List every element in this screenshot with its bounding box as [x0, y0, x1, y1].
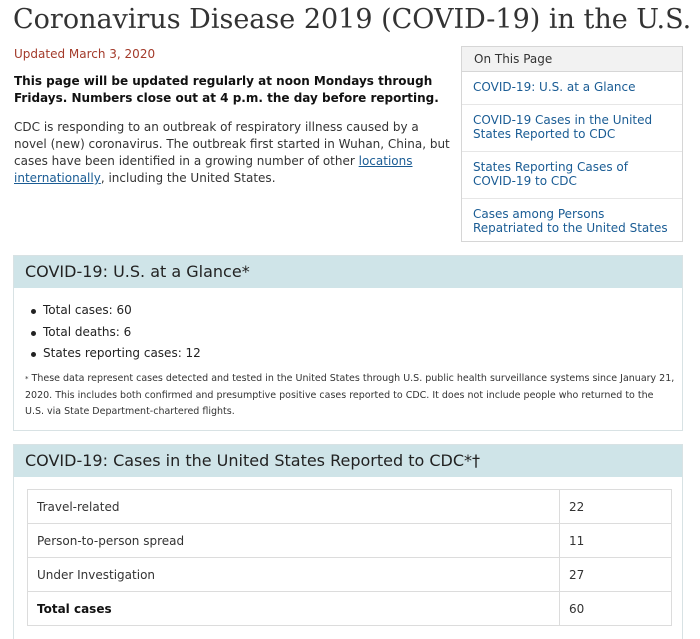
at-a-glance-card	[13, 255, 683, 431]
list-item: Total deaths: 6	[26, 322, 201, 344]
list-item: Total cases: 60	[26, 300, 201, 322]
cases-reported-heading: COVID-19: Cases in the United States Reported to CDC*†	[14, 445, 682, 477]
at-a-glance-heading: COVID-19: U.S. at a Glance*	[14, 256, 682, 288]
table-row-total	[28, 592, 672, 626]
table-row	[28, 524, 672, 558]
intro-text: CDC is responding to an outbreak of respiratory illness caused by a novel (new) coronavirus. The outbreak first started in Wuhan, China, but cases have been identified in a growing number of other	[14, 120, 450, 168]
table-row	[28, 558, 672, 592]
intro-paragraph	[14, 119, 454, 187]
intro-text-end: , including the United States.	[100, 171, 276, 185]
otp-link-at-a-glance[interactable]: COVID-19: U.S. at a Glance	[462, 72, 682, 105]
list-item: States reporting cases: 12	[26, 343, 201, 365]
page-title: Coronavirus Disease 2019 (COVID-19) in the U.S.	[13, 4, 692, 35]
row-label: Travel-related	[28, 490, 560, 524]
table-row	[28, 490, 672, 524]
row-label: Total cases	[28, 592, 560, 626]
cases-reported-card	[13, 444, 683, 639]
on-this-page-box	[461, 46, 683, 242]
update-notice: This page will be updated regularly at noon Mondays through Fridays. Numbers close out at 4 p.m. the day before reporting.	[14, 74, 439, 105]
row-value: 60	[560, 592, 672, 626]
row-value: 22	[560, 490, 672, 524]
otp-link-repatriated[interactable]: Cases among Persons Repatriated to the United States	[473, 206, 668, 235]
locations-internationally-link[interactable]: locations internationally	[14, 154, 413, 185]
row-value: 27	[560, 558, 672, 592]
on-this-page-heading: On This Page	[462, 47, 682, 72]
glance-list	[26, 300, 201, 365]
row-label: Under Investigation	[28, 558, 560, 592]
cases-table	[27, 489, 672, 626]
footnote-text: These data represent cases detected and tested in the United States through U.S. public health surveillance systems since January 21, 2020. This includes both confirmed and presumptive positive cases reported to CDC. It does not include people who returned to the U.S. via State Department-chartered flights.	[25, 373, 675, 417]
row-value: 11	[560, 524, 672, 558]
row-label: Person-to-person spread	[28, 524, 560, 558]
updated-date: Updated March 3, 2020	[14, 47, 156, 61]
glance-footnote	[25, 371, 675, 421]
footnote-mark: *	[25, 375, 29, 383]
otp-link-cases-reported[interactable]: COVID-19 Cases in the United States Reported to CDC	[462, 105, 682, 152]
otp-link-states-reporting[interactable]: States Reporting Cases of COVID-19 to CDC	[462, 152, 682, 199]
